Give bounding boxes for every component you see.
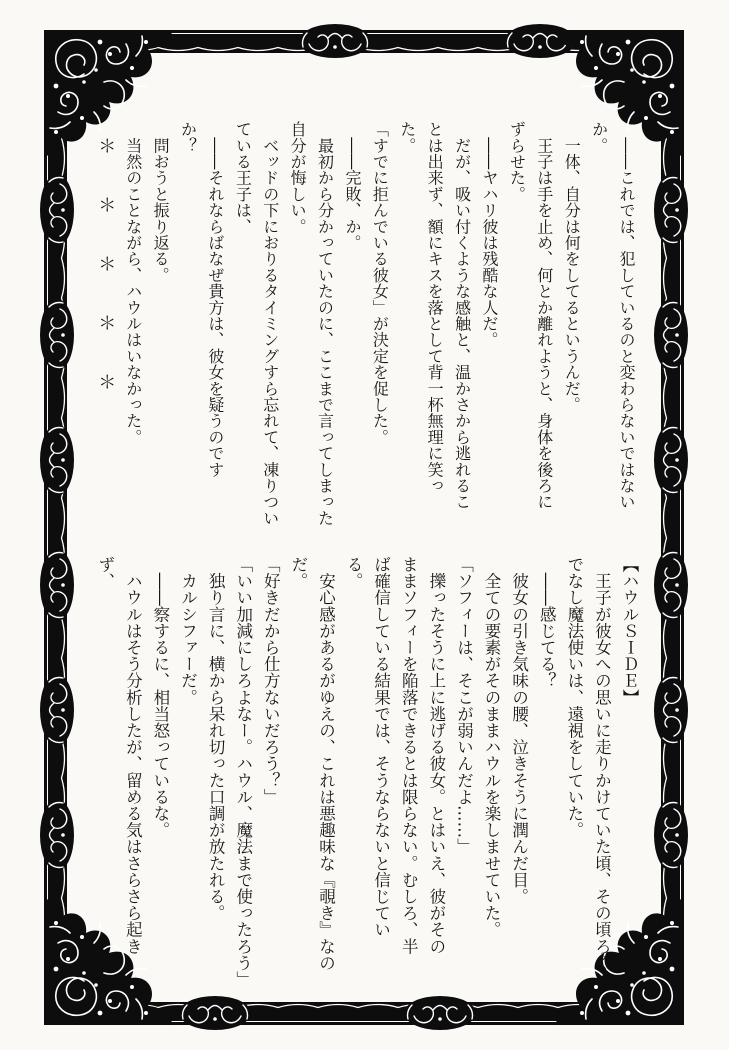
text-line: ――これでは、犯しているのと変わらないではない <box>617 121 636 510</box>
text-line: 「いい加減にしろよなー。ハウル、魔法まで使ったろう」 <box>233 556 253 988</box>
text-line: ――ヤハリ彼は残酷な人だ。 <box>479 121 499 348</box>
text-line: 自分が悔しい。 <box>288 121 308 235</box>
text-line: 擽ったそうに上に逃げる彼女。とはいえ、彼がその <box>426 556 446 955</box>
text-line: 王子が彼女への思いに走りかけていた頃、その頃ろく <box>592 556 612 971</box>
text-line: だ。 <box>288 556 308 590</box>
asterisk: ＊ <box>95 137 117 196</box>
text-line: 「すでに拒んでいる彼女」が決定を促した。 <box>370 121 390 445</box>
text-line: 王子は手を止め、何とか離れようと、身体を後ろに <box>534 121 554 510</box>
text-line: ば確信している結果では、そうならないと信じてい <box>371 556 391 938</box>
howl-side-text <box>91 556 643 992</box>
text-line: か。 <box>589 121 609 154</box>
text-line: た。 <box>397 121 417 154</box>
text-line: ――完敗、か。 <box>342 121 362 251</box>
asterisk: ＊ <box>95 196 117 255</box>
text-line: か？ <box>178 121 198 154</box>
asterisk: ＊ <box>95 255 117 314</box>
text-line: ままソフィーを陥落できるとは限らない。むしろ、半 <box>399 556 419 955</box>
text-line: とは出来ず、額にキスを落として背一杯無理に笑っ <box>425 121 445 494</box>
text-line: ――感じてる？ <box>537 556 557 689</box>
text-line: 「ソフィーは、そこが弱いんだよ……」 <box>454 556 474 855</box>
text-line: 当然のことながら、ハウルはいなかった。 <box>123 121 143 445</box>
text-line: カルシファーだ。 <box>178 556 198 706</box>
text-line: ずらせた。 <box>507 121 527 202</box>
scene-separator-asterisks <box>92 121 119 523</box>
asterisk: ＊ <box>95 314 117 373</box>
text-line: 「好きだから仕方ないだろう？」 <box>261 556 281 805</box>
text-line: る。 <box>344 556 364 590</box>
asterisk: ＊ <box>95 373 117 432</box>
text-line: ず、 <box>95 556 115 590</box>
section-header: 【ハウルＳＩＤＥ】 <box>620 556 639 706</box>
text-line: 全ての要素がそのままハウルを楽しませていた。 <box>482 556 502 938</box>
text-line: でなし魔法使いは、遠視をしていた。 <box>564 556 584 839</box>
text-line: 最初から分かっていたのに、ここまで言ってしまった <box>315 121 335 526</box>
prince-scene-text <box>92 121 640 526</box>
text-line: ている王子は、 <box>233 121 253 235</box>
text-line: ――察するに、相当怒っているな。 <box>150 556 170 839</box>
text-line: ベッドの下におりるタイミングすら忘れて、凍りつい <box>260 121 280 526</box>
text-line: だが、吸い付くような感触と、温かさから逃れるこ <box>452 121 472 510</box>
text-line: 彼女の引き気味の腰、泣きそうに潤んだ目。 <box>509 556 529 905</box>
text-line: 独り言に、横から呆れ切った口調が放たれる。 <box>206 556 226 922</box>
text-line: ――それならばなぜ貴方は、彼女を疑うのです <box>205 121 225 478</box>
text-line: 問おうと振り返る。 <box>151 121 171 283</box>
text-line: 一体、自分は何をしてるというんだ。 <box>562 121 582 413</box>
text-line: ハウルはそう分析したが、留める気はさらさら起き <box>123 556 143 955</box>
text-line: 安心感があるがゆえの、これは悪趣味な『覗き』なの <box>316 556 336 971</box>
